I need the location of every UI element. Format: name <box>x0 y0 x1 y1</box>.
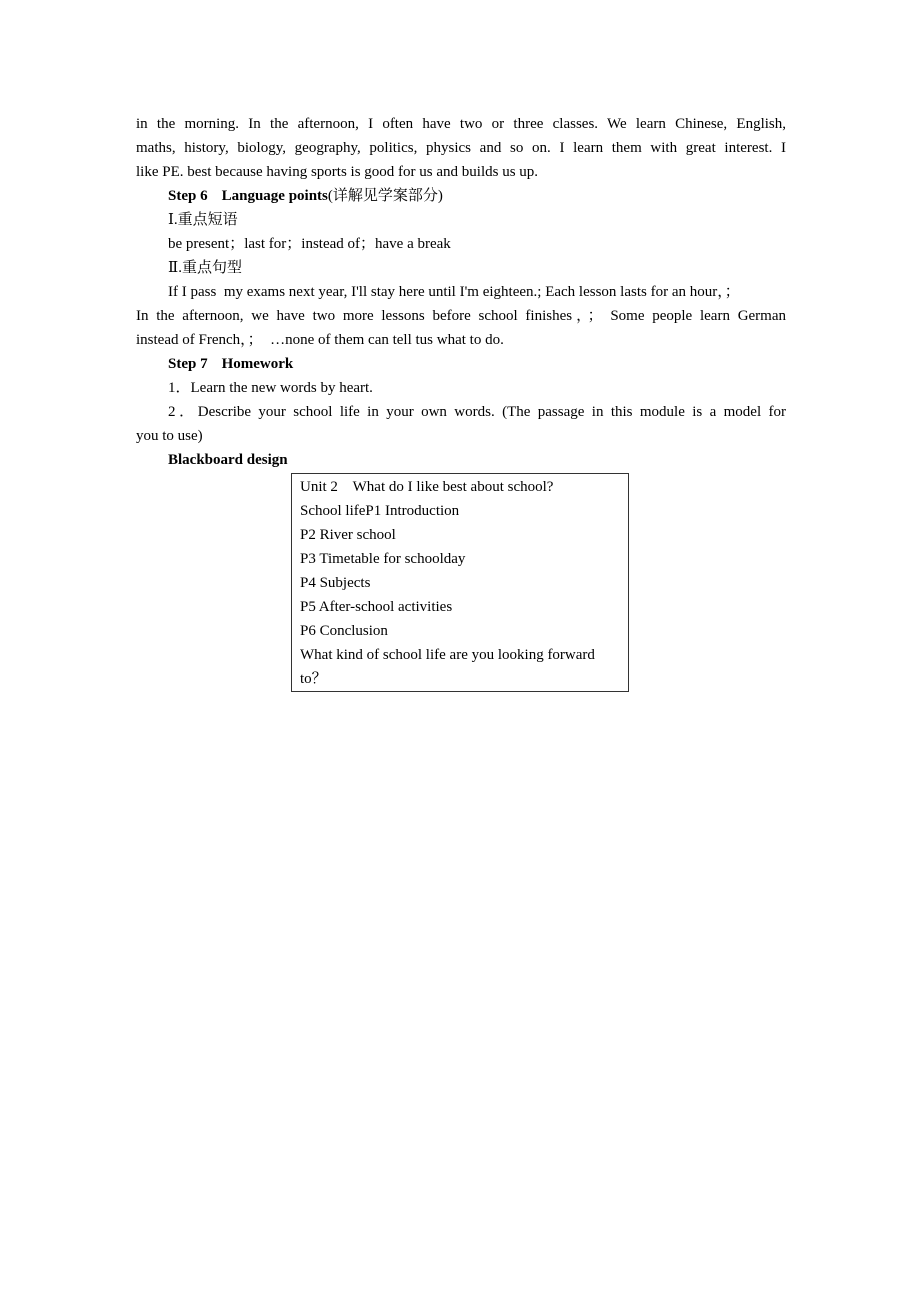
blackboard-line: School lifeP1 Introduction <box>300 503 460 519</box>
homework-item: 2．Describe your school life in your own words. (The passage in this module is a model for <box>168 404 786 420</box>
blackboard-line: Unit 2 What do I like best about school? <box>300 479 554 495</box>
blackboard-line: P2 River school <box>300 527 396 543</box>
homework-item: 1．Learn the new words by heart. <box>168 380 373 396</box>
blackboard-heading-text: Blackboard design <box>168 452 288 468</box>
blackboard-line: P3 Timetable for schoolday <box>300 551 466 567</box>
step6-note: (详解见学案部分) <box>327 188 443 204</box>
step7-title: Homework <box>221 356 294 372</box>
section1-content: be present；last for；instead of；have a break <box>168 236 451 252</box>
blackboard-heading <box>168 448 786 472</box>
blackboard-design-box <box>291 473 629 692</box>
blackboard-line: to？ <box>300 671 327 687</box>
paragraph-line: maths, history, biology, geography, politics, physics and so on. I learn them with great interest. I <box>136 140 786 156</box>
section2-line: In the afternoon, we have two more lessons before school finishes，； Some people learn German <box>136 308 786 324</box>
blackboard-line: P5 After-school activities <box>300 599 453 615</box>
section2-heading: Ⅱ.重点句型 <box>168 260 242 276</box>
blackboard-line: P4 Subjects <box>300 575 371 591</box>
paragraph-line: like PE. best because having sports is good for us and builds us up. <box>136 164 539 180</box>
step6-heading <box>168 184 786 208</box>
paragraph-line: in the morning. In the afternoon, I often have two or three classes. We learn Chinese, English, <box>136 116 786 132</box>
section1-heading: Ⅰ.重点短语 <box>168 212 238 228</box>
section2-line: If I pass my exams next year, I'll stay here until I'm eighteen.; Each lesson lasts for an hour，； <box>168 284 740 300</box>
step6-title: Language points <box>221 188 328 204</box>
blackboard-line: What kind of school life are you looking forward <box>300 647 595 663</box>
section2-line: instead of French，； …none of them can tell tus what to do. <box>136 332 504 348</box>
step7-heading <box>168 352 786 376</box>
homework-item: you to use) <box>136 428 203 444</box>
step7-label: Step 7 <box>168 356 208 372</box>
step6-label: Step 6 <box>168 188 208 204</box>
blackboard-line: P6 Conclusion <box>300 623 388 639</box>
